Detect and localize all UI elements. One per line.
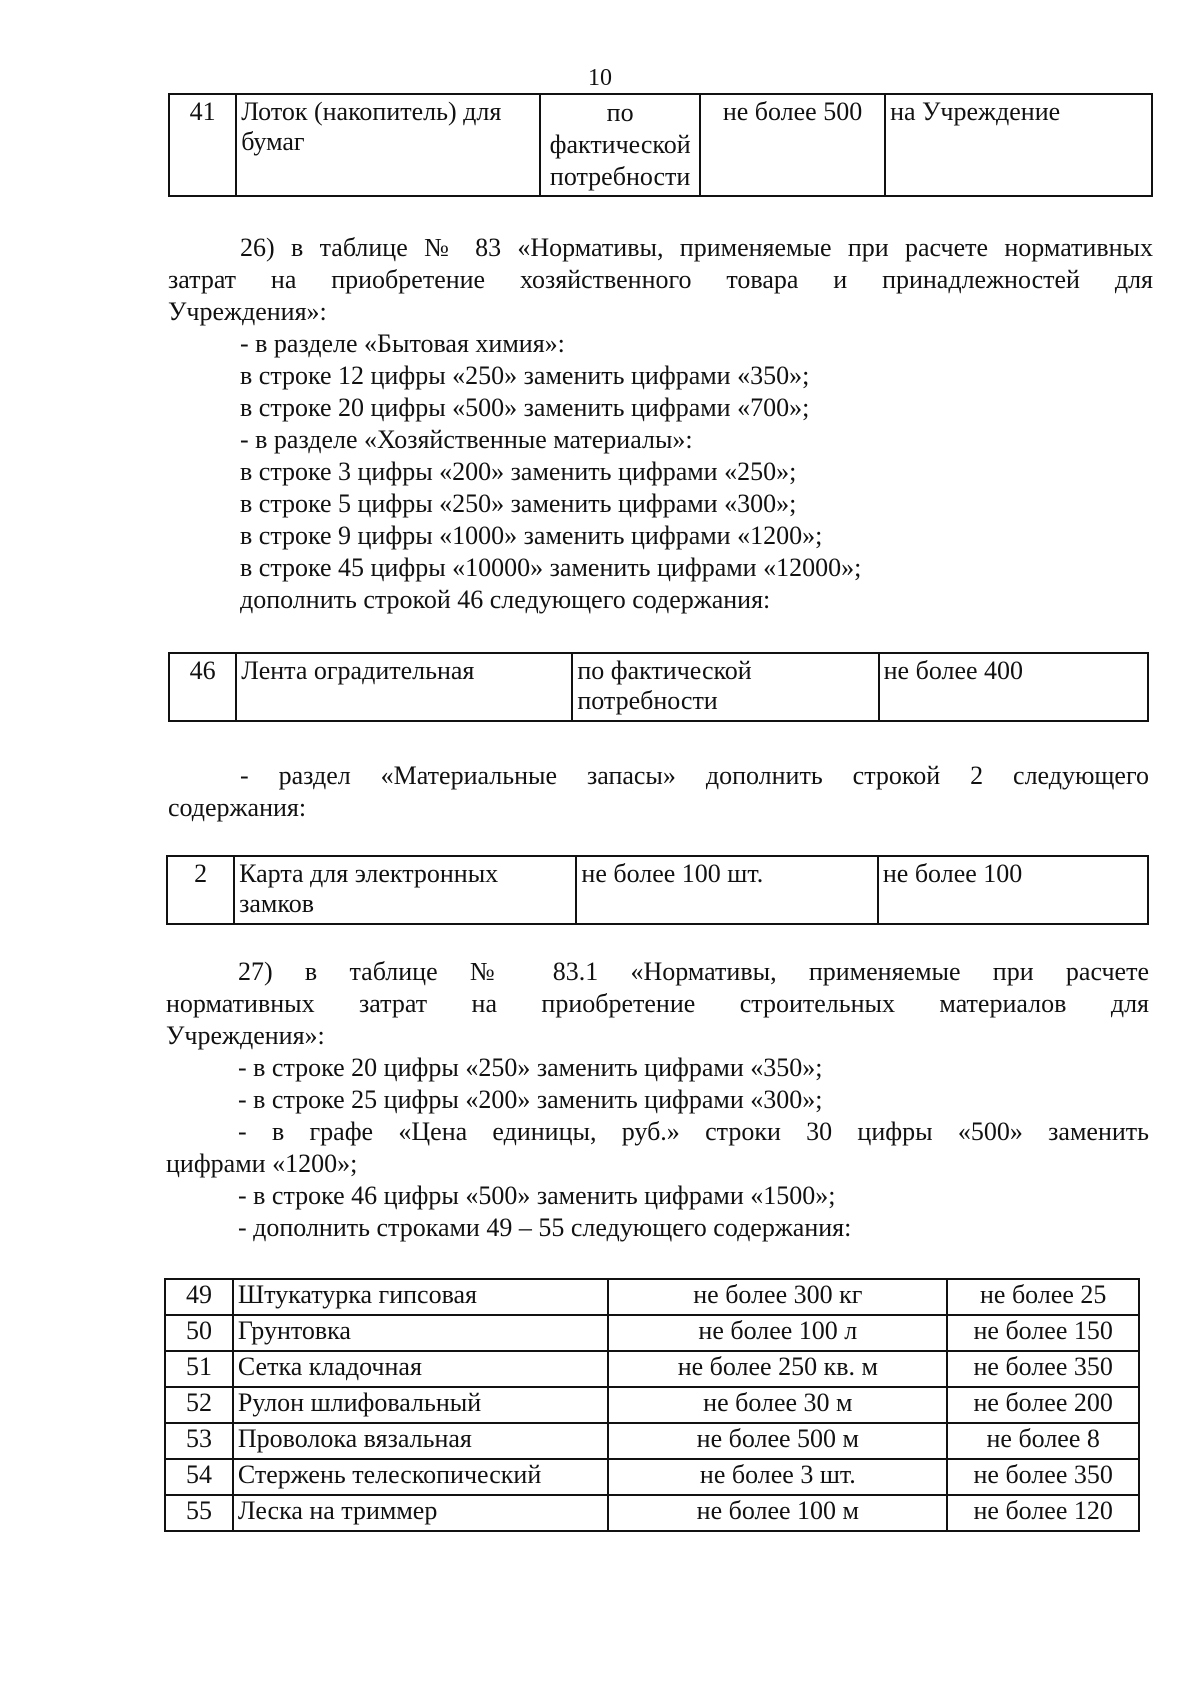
table-row (165, 1279, 1139, 1315)
cell-name: Карта для электронных замков (234, 856, 576, 924)
table-row-41 (168, 93, 1153, 197)
cell-price: не более 400 (879, 653, 1148, 721)
table-row (165, 1495, 1139, 1531)
cell-num: 49 (165, 1279, 233, 1315)
table-row (169, 653, 1148, 721)
table-row (165, 1351, 1139, 1387)
paragraph-materials (168, 760, 1149, 824)
cell-name: Леска на триммер (233, 1495, 608, 1531)
cell-qty: не более 300 кг (608, 1279, 947, 1315)
list-item: - в разделе «Хозяйственные материалы»: (240, 425, 693, 454)
list-item: в строке 5 цифры «250» заменить цифрами «300»; (240, 489, 797, 518)
list-item: - в разделе «Бытовая химия»: (240, 329, 565, 358)
cell-recipient: на Учреждение (885, 94, 1152, 196)
cell-name: Штукатурка гипсовая (233, 1279, 608, 1315)
cell-name: Лента оградительная (236, 653, 572, 721)
cell-name: Рулон шлифовальный (233, 1387, 608, 1423)
cell-price: не более 350 (947, 1351, 1139, 1387)
paragraph-line: Учреждения»: (168, 297, 327, 326)
table-row-2 (166, 855, 1149, 925)
cell-name: Лоток (накопитель) для бумаг (236, 94, 540, 196)
list-item: в строке 20 цифры «500» заменить цифрами «700»; (240, 393, 810, 422)
table-row (165, 1423, 1139, 1459)
cell-price: не более 25 (947, 1279, 1139, 1315)
cell-qty: не более 500 м (608, 1423, 947, 1459)
table-row (165, 1315, 1139, 1351)
cell-qty: не более 100 шт. (576, 856, 877, 924)
cell-num: 51 (165, 1351, 233, 1387)
page-number: 10 (588, 65, 612, 91)
cell-num: 54 (165, 1459, 233, 1495)
list-item: дополнить строкой 46 следующего содержания: (240, 585, 771, 614)
table-rows-49-55 (164, 1278, 1140, 1532)
cell-qty: не более 250 кв. м (608, 1351, 947, 1387)
cell-price: не более 8 (947, 1423, 1139, 1459)
cell-num: 41 (169, 94, 236, 196)
list-item: в строке 3 цифры «200» заменить цифрами «250»; (240, 457, 797, 486)
list-item: - в строке 25 цифры «200» заменить цифрами «300»; (238, 1085, 823, 1114)
cell-name: Грунтовка (233, 1315, 608, 1351)
list-item: - в строке 20 цифры «250» заменить цифрами «350»; (238, 1053, 823, 1082)
cell-price: не более 200 (947, 1387, 1139, 1423)
cell-name: Проволока вязальная (233, 1423, 608, 1459)
paragraph-line: цифрами «1200»; (166, 1149, 358, 1178)
cell-num: 46 (169, 653, 236, 721)
cell-num: 50 (165, 1315, 233, 1351)
list-item: - в строке 46 цифры «500» заменить цифрами «1500»; (238, 1181, 836, 1210)
cell-price: не более 100 (878, 856, 1148, 924)
cell-price: не более 350 (947, 1459, 1139, 1495)
cell-num: 52 (165, 1387, 233, 1423)
cell-qty: не более 30 м (608, 1387, 947, 1423)
list-item: в строке 9 цифры «1000» заменить цифрами «1200»; (240, 521, 823, 550)
cell-num: 2 (167, 856, 234, 924)
cell-qty: не более 3 шт. (608, 1459, 947, 1495)
cell-price: не более 500 (700, 94, 885, 196)
paragraph-27-item3 (166, 1116, 1149, 1180)
paragraph-line: - раздел «Материальные запасы» дополнить строкой 2 следующего (240, 761, 1149, 790)
cell-qty: не более 100 л (608, 1315, 947, 1351)
paragraph-line: - в графе «Цена единицы, руб.» строки 30 цифры «500» заменить (238, 1117, 1149, 1146)
paragraph-line: 27) в таблице № 83.1 «Нормативы, применяемые при расчете (238, 957, 1149, 986)
paragraph-line: затрат на приобретение хозяйственного товара и принадлежностей для (168, 265, 1153, 294)
table-row (169, 94, 1152, 196)
list-item: - дополнить строками 49 – 55 следующего содержания: (238, 1213, 852, 1242)
table-row (167, 856, 1148, 924)
cell-name: Стержень телескопический (233, 1459, 608, 1495)
list-item: в строке 12 цифры «250» заменить цифрами «350»; (240, 361, 810, 390)
list-item: в строке 45 цифры «10000» заменить цифрами «12000»; (240, 553, 862, 582)
cell-qty: не более 100 м (608, 1495, 947, 1531)
paragraph-line: Учреждения»: (166, 1021, 325, 1050)
cell-qty: по фактической потребности (540, 94, 700, 196)
table-row-46 (168, 652, 1149, 722)
paragraph-27 (166, 956, 1149, 1052)
cell-name: Сетка кладочная (233, 1351, 608, 1387)
paragraph-line: содержания: (168, 793, 307, 822)
cell-num: 55 (165, 1495, 233, 1531)
paragraph-line: 26) в таблице № 83 «Нормативы, применяемые при расчете нормативных (240, 233, 1153, 262)
cell-price: не более 120 (947, 1495, 1139, 1531)
cell-num: 53 (165, 1423, 233, 1459)
table-row (165, 1387, 1139, 1423)
paragraph-26 (168, 232, 1153, 328)
paragraph-line: нормативных затрат на приобретение строительных материалов для (166, 989, 1149, 1018)
cell-price: не более 150 (947, 1315, 1139, 1351)
cell-qty: по фактической потребности (572, 653, 878, 721)
table-row (165, 1459, 1139, 1495)
